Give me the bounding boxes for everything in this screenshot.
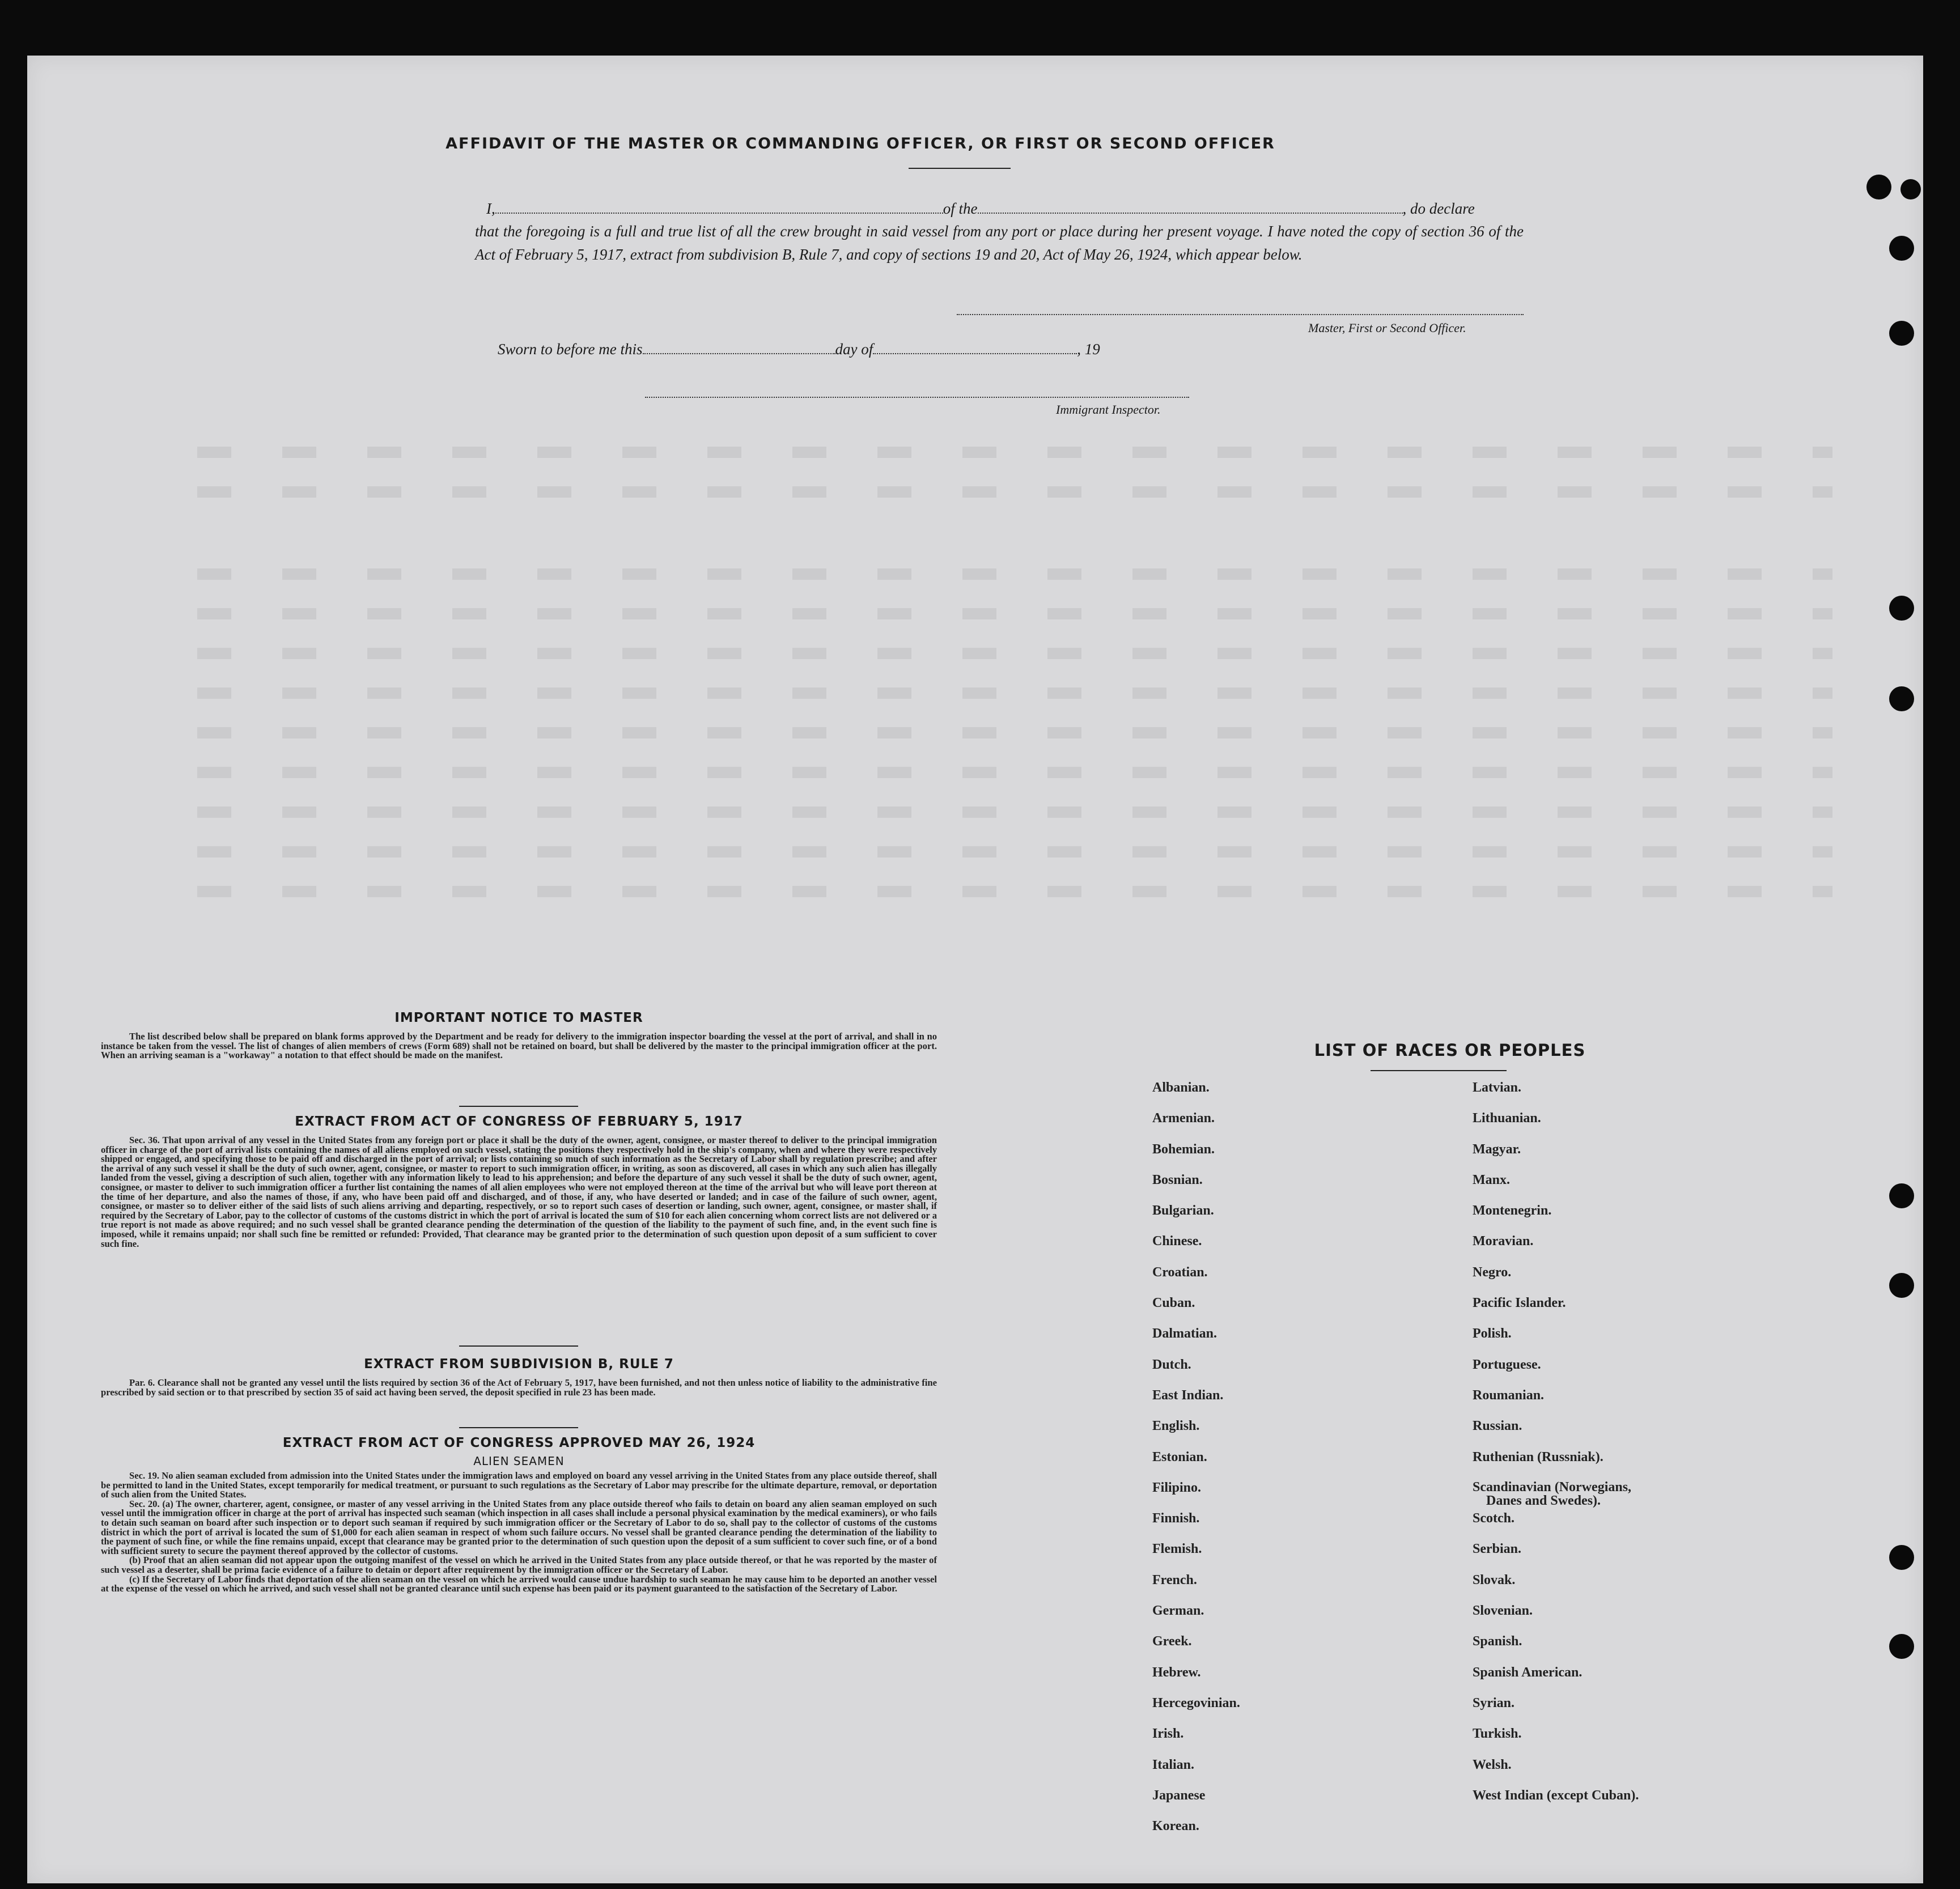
punch-hole bbox=[1889, 1634, 1914, 1659]
notice-text: The list described below shall be prepared on blank forms approved by the Department and be ready for delivery to the immigration inspector boarding the vessel at the port of arrival, and shall in no instance be taken from the vessel. The list of changes of alien members of crews (Form 689) shall not be retained on board, but shall be delivered by the master to the principal immigration officer at the port. When an arriving seaman is a "workaway" a notation to that effect should be made on the manifest. bbox=[101, 1031, 937, 1061]
race-item: Finnish. bbox=[1152, 1511, 1200, 1526]
race-item: Turkish. bbox=[1473, 1726, 1522, 1742]
affidavit-declaration-line bbox=[475, 197, 1524, 220]
race-item: Slovenian. bbox=[1473, 1603, 1533, 1619]
race-item: Montenegrin. bbox=[1473, 1203, 1552, 1219]
race-item: Russian. bbox=[1473, 1419, 1522, 1434]
section-rule bbox=[459, 1427, 578, 1428]
race-item: Roumanian. bbox=[1473, 1387, 1545, 1403]
race-item: Latvian. bbox=[1473, 1080, 1522, 1095]
month-blank[interactable] bbox=[873, 341, 1077, 354]
race-item: Dutch. bbox=[1152, 1357, 1191, 1372]
race-item: Spanish American. bbox=[1473, 1665, 1583, 1680]
races-right-column bbox=[1473, 1080, 1639, 1819]
race-item: German. bbox=[1152, 1603, 1204, 1619]
race-item: Cuban. bbox=[1152, 1296, 1195, 1311]
sworn-year: , 19 bbox=[1077, 341, 1100, 358]
act-1917-text: Sec. 36. That upon arrival of any vessel in the United States from any foreign port or place it shall be the duty of the owner, agent, consignee, or master thereof to deliver to the principal immigration officer in charge of the port of arrival lists containing the names of all aliens employed on such vessel, stating the positions they respectively hold in the ship's company, when and where they were respectively shipped or engaged, and specifying those to be paid off and discharged in the port of arrival; or lists containing so much of such information as the Secretary of Labor shall by regulation prescribe; and after the arrival of any such vessel it shall be the duty of such owner, agent, consignee, or master to report to such immigration officer, in writing, as soon as discovered, all cases in which any such alien has illegally landed from the vessel, giving a description of such alien, together with any information likely to lead to his apprehension; and before the departure of any such vessel it shall be the duty of such owner, agent, consignee, or master to deliver to such immigration officer a further list containing the names of all alien employees who were not employed thereon at the time of the arrival but who will leave port thereon at the time of her departure, and also the names of those, if any, who have been paid off and discharged, and of those, if any, who have deserted or landed; and in case of the failure of such owner, agent, consignee, or master so to deliver either of the said lists of such aliens arriving and departing, respectively, or so to report such cases of desertion or landing, such owner, agent, consignee, or master shall, if required by the Secretary of Labor, pay to the collector of customs of the customs district in which the port of arrival is located the sum of $10 for each alien concerning whom correct lists are not delivered or a true report is not made as above required; and no such vessel shall be granted clearance pending the determination of the question of the liability to the payment of such fine, and, in the event such fine is imposed, while it remains unpaid; nor shall such fine be remitted or refunded: Provided, That clearance may be granted prior to the determination of such question upon deposit of a sum sufficient to cover such fine. bbox=[101, 1135, 937, 1249]
punch-hole bbox=[1866, 175, 1891, 199]
race-item: Chinese. bbox=[1152, 1234, 1202, 1249]
race-item: Bohemian. bbox=[1152, 1141, 1215, 1157]
day-blank[interactable] bbox=[643, 341, 835, 354]
punch-hole bbox=[1889, 1183, 1914, 1208]
race-item: Serbian. bbox=[1473, 1542, 1522, 1557]
race-item: Lithuanian. bbox=[1473, 1111, 1541, 1126]
sworn-day-of: day of bbox=[835, 341, 873, 358]
declaration-i: I, bbox=[486, 200, 495, 217]
races-rule bbox=[1371, 1070, 1507, 1071]
show-through bbox=[197, 486, 1832, 498]
alien-seamen-subtitle: ALIEN SEAMEN bbox=[473, 1454, 565, 1468]
races-title: LIST OF RACES OR PEOPLES bbox=[1314, 1041, 1586, 1060]
race-item: English. bbox=[1152, 1419, 1200, 1434]
sworn-line bbox=[475, 338, 1212, 361]
race-item: West Indian (except Cuban). bbox=[1473, 1788, 1639, 1803]
show-through bbox=[197, 806, 1832, 818]
race-item: Polish. bbox=[1473, 1326, 1512, 1342]
name-blank[interactable] bbox=[495, 200, 943, 214]
race-item: Negro. bbox=[1473, 1264, 1512, 1280]
race-item: Greek. bbox=[1152, 1634, 1192, 1649]
show-through bbox=[197, 727, 1832, 738]
race-item: Filipino. bbox=[1152, 1480, 1202, 1495]
punch-hole bbox=[1889, 321, 1914, 346]
affidavit-body: that the foregoing is a full and true list of all the crew brought in said vessel from any port or place during her present voyage. I have noted the copy of section 36 of the Act of February 5, 1917, extract from subdivision B, Rule 7, and copy of sections 19 and 20, Act of May 26, 1924, which appear below. bbox=[475, 223, 1524, 263]
race-item: Manx. bbox=[1473, 1172, 1510, 1187]
rule-7-text: Par. 6. Clearance shall not be granted any vessel until the lists required by section 36 of the Act of February 5, 1917, have been furnished, and not then unless notice of liability to the administrative fine prescribed by said section or to that prescribed by section 35 of said act having been served, the deposit specified in rule 23 has been made. bbox=[101, 1377, 937, 1398]
show-through bbox=[197, 886, 1832, 897]
act-1924-title: EXTRACT FROM ACT OF CONGRESS APPROVED MAY 26, 1924 bbox=[282, 1436, 756, 1450]
race-item: Albanian. bbox=[1152, 1080, 1210, 1095]
race-item: East Indian. bbox=[1152, 1387, 1224, 1403]
title-rule bbox=[909, 168, 1011, 169]
punch-hole bbox=[1889, 686, 1914, 711]
race-item: Bulgarian. bbox=[1152, 1203, 1214, 1219]
sworn-text: Sworn to before me this bbox=[498, 341, 643, 358]
race-item: Slovak. bbox=[1473, 1572, 1516, 1587]
races-left-column bbox=[1152, 1080, 1240, 1849]
race-item: Hercegovinian. bbox=[1152, 1695, 1240, 1710]
document-page bbox=[27, 56, 1923, 1883]
section-rule bbox=[459, 1106, 578, 1107]
show-through bbox=[197, 846, 1832, 858]
race-item: Moravian. bbox=[1473, 1234, 1534, 1249]
punch-hole bbox=[1889, 236, 1914, 261]
race-item: Syrian. bbox=[1473, 1695, 1515, 1710]
race-item-line: Scandinavian (Norwegians, bbox=[1473, 1479, 1632, 1495]
race-item: Pacific Islander. bbox=[1473, 1296, 1566, 1311]
declaration-of-the: of the bbox=[943, 200, 978, 217]
race-item: Italian. bbox=[1152, 1757, 1195, 1772]
race-item-line: Danes and Swedes). bbox=[1486, 1493, 1601, 1508]
race-item: Armenian. bbox=[1152, 1111, 1215, 1126]
vessel-blank[interactable] bbox=[978, 200, 1403, 214]
race-item: Ruthenian (Russniak). bbox=[1473, 1449, 1603, 1464]
race-item: Japanese bbox=[1152, 1788, 1206, 1803]
rule-7-title: EXTRACT FROM SUBDIVISION B, RULE 7 bbox=[364, 1357, 674, 1372]
race-item: Scotch. bbox=[1473, 1511, 1514, 1526]
punch-hole bbox=[1900, 179, 1921, 199]
race-item bbox=[1473, 1480, 1639, 1511]
inspector-signature-label: Immigrant Inspector. bbox=[1056, 402, 1161, 417]
master-signature-label: Master, First or Second Officer. bbox=[1308, 321, 1466, 335]
race-item: Hebrew. bbox=[1152, 1665, 1201, 1680]
race-item: Croatian. bbox=[1152, 1264, 1208, 1280]
affidavit-title: AFFIDAVIT OF THE MASTER OR COMMANDING OFFICER, OR FIRST OR SECOND OFFICER bbox=[446, 135, 1275, 152]
show-through bbox=[197, 767, 1832, 778]
punch-hole bbox=[1889, 596, 1914, 621]
punch-hole bbox=[1889, 1273, 1914, 1298]
notice-title: IMPORTANT NOTICE TO MASTER bbox=[394, 1011, 643, 1025]
show-through bbox=[197, 447, 1832, 458]
declaration-do-declare: , do declare bbox=[1402, 200, 1475, 217]
show-through bbox=[197, 687, 1832, 699]
race-item: Korean. bbox=[1152, 1819, 1199, 1834]
race-item: Welsh. bbox=[1473, 1757, 1512, 1772]
race-item: Magyar. bbox=[1473, 1141, 1521, 1157]
section-rule bbox=[459, 1345, 578, 1347]
act-1917-title: EXTRACT FROM ACT OF CONGRESS OF FEBRUARY 5, 1917 bbox=[295, 1114, 743, 1129]
race-item: Dalmatian. bbox=[1152, 1326, 1217, 1342]
show-through bbox=[197, 608, 1832, 619]
race-item: French. bbox=[1152, 1572, 1197, 1587]
race-item: Irish. bbox=[1152, 1726, 1184, 1742]
show-through bbox=[197, 568, 1832, 580]
act-1924-text: Sec. 19. No alien seaman excluded from admission into the United States under the immigration laws and employed on board any vessel arriving in the United States from any place outside thereof, shall be permitted to land in the United States, except temporarily for medical treatment, or pursuant to such regulations as the Secretary of Labor may prescribe for the ultimate departure, removal, or deportation of such alien from the United States. Sec. 20. (a) The owner, charterer, agent, consignee, or master of any vessel arriving in the United States from any place outside thereof who fails to detain on board any alien seaman employed on such vessel until the immigration officer in charge at the port of arrival has inspected such seaman (which inspection in all cases shall include a personal physical examination by the medical examiners), or who fails to detain such seaman on board after such inspection or to deport such seaman if required by such immigration officer or the Secretary of Labor to do so, shall pay to the collector of customs of the customs district in which the port of arrival is located the sum of $1,000 for each alien seaman in respect of whom such failure occurs. No vessel shall be granted clearance pending the determination of the liability to the payment of such fine, or while the fine remains unpaid, except that clearance may be granted prior to the determination of such question upon the deposit of a sum sufficient to cover such fine, or of a bond with sufficient surety to secure the payment thereof approved by the collector of customs. (b) Proof that an alien seaman did not appear upon the outgoing manifest of the vessel on which he arrived in the United States from any place outside thereof, or that he was reported by the master of such vessel as a deserter, shall be prima facie evidence of a failure to detain or deport after requirement by the immigration officer or the Secretary of Labor. (c) If the Secretary of Labor finds that deportation of the alien seaman on the vessel on which he arrived would cause undue hardship to such seaman he may cause him to be deported an another vessel at the expense of the vessel on which he arrived, and such vessel shall not be granted clearance until such expense has been paid or its payment guaranteed to the satisfaction of the Secretary of Labor. bbox=[101, 1470, 937, 1594]
race-item: Spanish. bbox=[1473, 1634, 1522, 1649]
race-item: Flemish. bbox=[1152, 1542, 1202, 1557]
race-item: Estonian. bbox=[1152, 1449, 1207, 1464]
race-item: Bosnian. bbox=[1152, 1172, 1203, 1187]
master-signature-line[interactable] bbox=[957, 314, 1524, 315]
inspector-signature-line[interactable] bbox=[645, 397, 1189, 398]
race-item: Portuguese. bbox=[1473, 1357, 1541, 1372]
show-through bbox=[197, 648, 1832, 659]
punch-hole bbox=[1889, 1545, 1914, 1570]
